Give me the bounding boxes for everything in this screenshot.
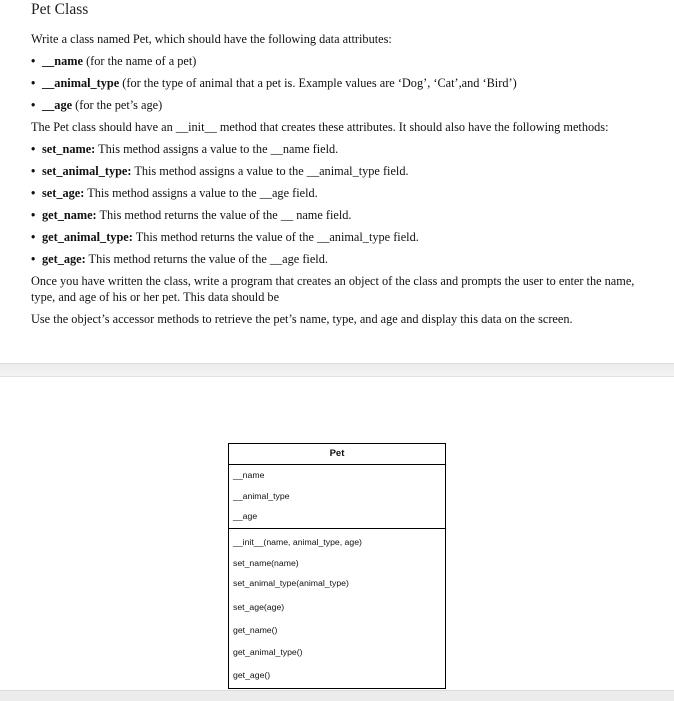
- uml-method: get_animal_type(): [233, 647, 303, 657]
- uml-method: __init__(name, animal_type, age): [233, 537, 362, 547]
- attribute-item: • __age (for the pet’s age): [31, 98, 163, 112]
- uml-class-diagram: [228, 443, 446, 689]
- attribute-item: • __animal_type (for the type of animal that a pet is. Example values are ‘Dog’, ‘Cat’,and ‘Bird’): [31, 76, 517, 90]
- page-separator: [0, 363, 674, 377]
- uml-method: set_age(age): [233, 602, 285, 612]
- method-item: • set_age: This method assigns a value to the __age field.: [31, 186, 318, 200]
- bullet-icon: •: [31, 142, 36, 156]
- uml-attribute: __animal_type: [233, 491, 290, 501]
- uml-attribute: __age: [233, 511, 258, 521]
- method-item: • set_animal_type: This method assigns a value to the __animal_type field.: [31, 164, 409, 178]
- bullet-icon: •: [31, 76, 36, 90]
- method-item: • get_animal_type: This method returns the value of the __animal_type field.: [31, 230, 419, 244]
- uml-method: get_name(): [233, 625, 278, 635]
- uml-method: set_name(name): [233, 558, 299, 568]
- bullet-icon: •: [31, 186, 36, 200]
- uml-attributes-section: [229, 465, 445, 529]
- method-item: • get_age: This method returns the value of the __age field.: [31, 252, 328, 266]
- methods-intro-text: The Pet class should have an __init__ method that creates these attributes. It should also have the following methods:: [31, 120, 609, 134]
- method-item: • get_name: This method returns the value of the __ name field.: [31, 208, 352, 222]
- accessor-text: Use the object’s accessor methods to retrieve the pet’s name, type, and age and display this data on the screen.: [31, 312, 573, 326]
- bottom-separator: [0, 690, 674, 701]
- bullet-icon: •: [31, 230, 36, 244]
- program-text: Once you have written the class, write a program that creates an object of the class and prompts the user to enter the name, type, and age of his or her pet. This data should be: [31, 274, 635, 304]
- bullet-icon: •: [31, 252, 36, 266]
- bullet-icon: •: [31, 98, 36, 112]
- bullet-icon: •: [31, 164, 36, 178]
- uml-class-name: Pet: [229, 444, 445, 465]
- method-item: • set_name: This method assigns a value to the __name field.: [31, 142, 339, 156]
- attribute-item: • __name (for the name of a pet): [31, 54, 197, 68]
- intro-text: Write a class named Pet, which should have the following data attributes:: [31, 32, 392, 46]
- uml-method: set_animal_type(animal_type): [233, 578, 349, 588]
- bullet-icon: •: [31, 54, 36, 68]
- bullet-icon: •: [31, 208, 36, 222]
- uml-method: get_age(): [233, 670, 271, 680]
- uml-attribute: __name: [233, 470, 265, 480]
- page-title: Pet Class: [31, 1, 89, 18]
